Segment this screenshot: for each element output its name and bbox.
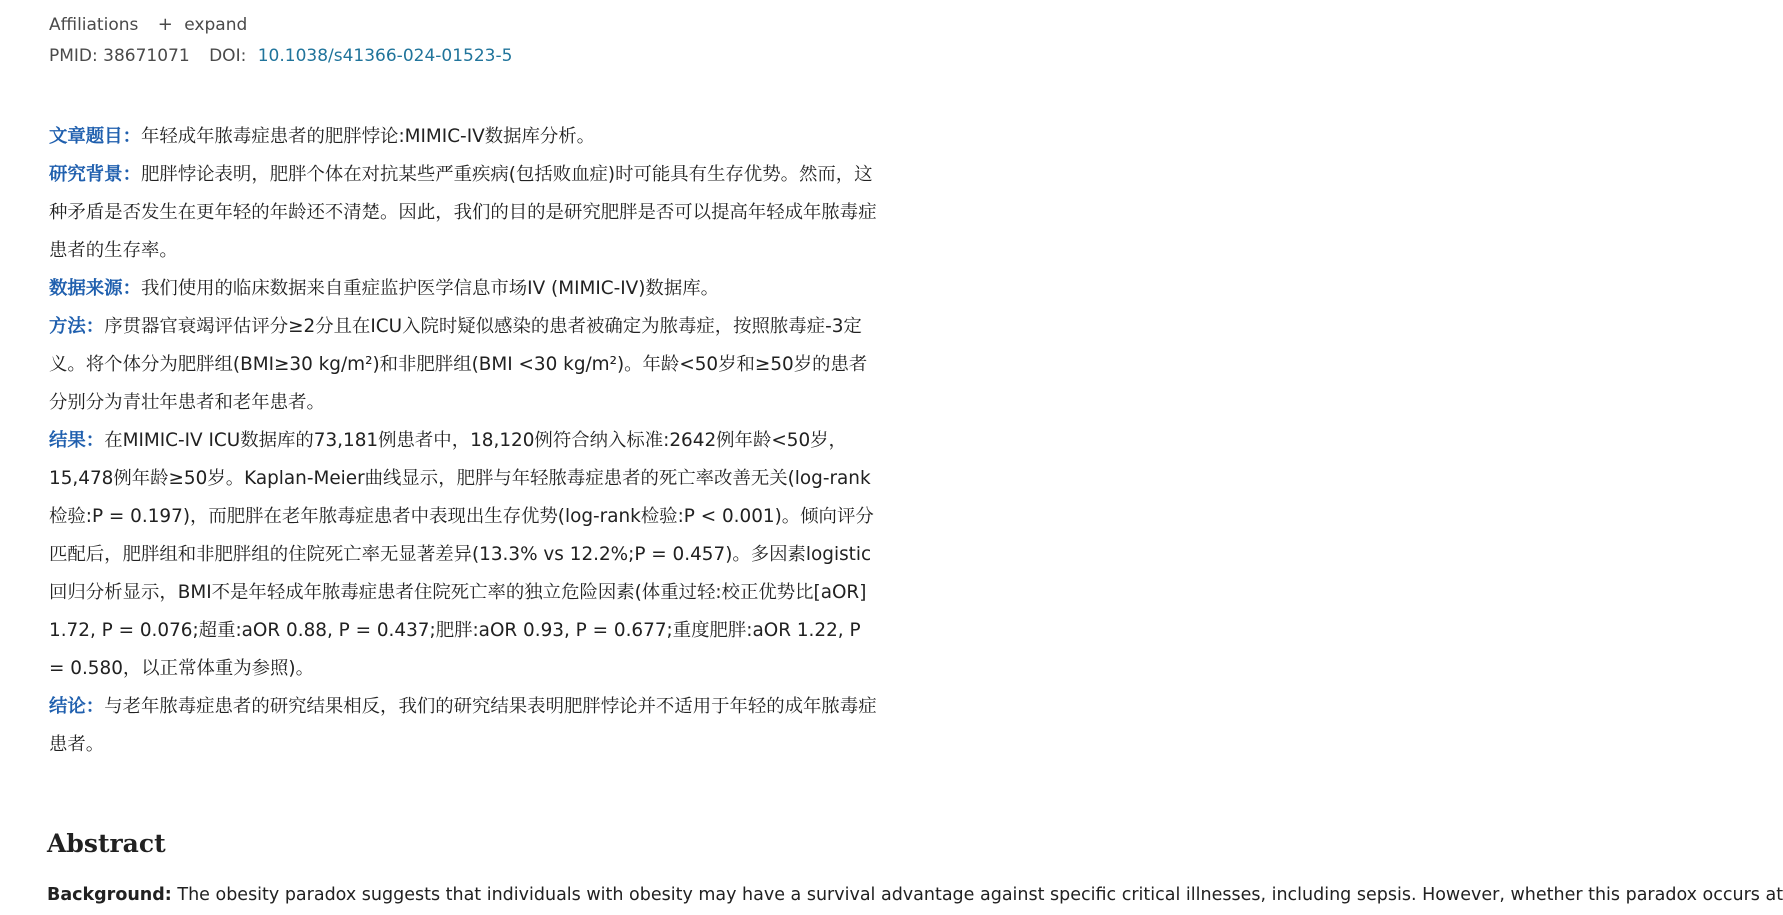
zh-methods-para [49, 308, 879, 422]
zh-label: 文章题目： [49, 126, 141, 147]
article-identifiers [49, 46, 512, 66]
zh-label: 数据来源： [49, 278, 141, 299]
zh-label: 方法： [49, 316, 105, 337]
zh-background-para [49, 156, 879, 270]
plus-icon[interactable]: + [157, 14, 173, 35]
zh-data-source-para [49, 270, 879, 308]
zh-text: 年轻成年脓毒症患者的肥胖悖论:MIMIC-IV数据库分析。 [140, 126, 596, 147]
zh-conclusion-para [49, 688, 879, 764]
abstract-background-text: The obesity paradox suggests that individuals with obesity may have a survival advantage against specific critical illnesses, including sepsis. However, whether this paradox occurs at [177, 885, 1783, 905]
chinese-summary [49, 118, 879, 764]
zh-label: 结果： [49, 430, 105, 451]
zh-results-para [49, 422, 879, 688]
zh-title-para [49, 118, 879, 156]
abstract-background [47, 878, 1783, 912]
zh-label: 结论： [49, 696, 105, 717]
zh-text: 肥胖悖论表明，肥胖个体在对抗某些严重疾病(包括败血症)时可能具有生存优势。然而，这种矛盾是否发生在更年轻的年龄还不清楚。因此，我们的目的是研究肥胖是否可以提高年轻成年脓毒症患者的生存率。 [49, 164, 877, 261]
expand-affiliations-button[interactable]: expand [184, 15, 248, 35]
zh-text: 在MIMIC-IV ICU数据库的73,181例患者中，18,120例符合纳入标准:2642例年龄<50岁，15,478例年龄≥50岁。Kaplan-Meier曲线显示，肥胖与年轻脓毒症患者的死亡率改善无关(log-rank检验:P = 0.197)，而肥胖在老年脓毒症患者中表现出生存优势(log-rank检验:P < 0.001)。倾向评分匹配后，肥胖组和非肥胖组的住院死亡率无显著差异(13.3% vs 12.2%;P = 0.457)。多因素logistic回归分析显示，BMI不是年轻成年脓毒症患者住院死亡率的独立危险因素(体重过轻:校正优势比[aOR] 1.72, P = 0.076;超重:aOR 0.88, P = 0.437;肥胖:aOR 0.93, P = 0.677;重度肥胖:aOR 1.22, P = 0.580，以正常体重为参照)。 [49, 430, 874, 679]
doi-label: DOI: [209, 46, 247, 66]
zh-text: 与老年脓毒症患者的研究结果相反，我们的研究结果表明肥胖悖论并不适用于年轻的成年脓毒症患者。 [49, 696, 877, 755]
doi-link[interactable]: 10.1038/s41366-024-01523-5 [257, 46, 513, 66]
affiliations-label: Affiliations [49, 15, 139, 35]
pmid: PMID: 38671071 [49, 46, 190, 66]
zh-text: 我们使用的临床数据来自重症监护医学信息市场IV (MIMIC-IV)数据库。 [140, 278, 719, 299]
affiliations-row [49, 14, 247, 35]
zh-label: 研究背景： [49, 164, 141, 185]
abstract-background-label: Background: [47, 885, 172, 905]
zh-text: 序贯器官衰竭评估评分≥2分且在ICU入院时疑似感染的患者被确定为脓毒症，按照脓毒症-3定义。将个体分为肥胖组(BMI≥30 kg/m²)和非肥胖组(BMI <30 kg/m²)。年龄<50岁和≥50岁的患者分别分为青壮年患者和老年患者。 [49, 316, 868, 413]
abstract-heading: Abstract [47, 829, 166, 858]
